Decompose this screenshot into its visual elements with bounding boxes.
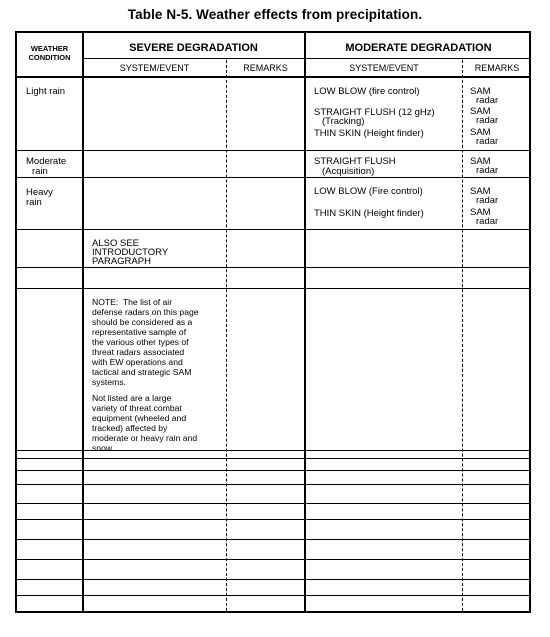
note-line: tracked) affected by [92,423,168,433]
remark-text: radar [476,95,499,106]
condition-moderate-rain: Moderate [26,156,67,167]
row-line [17,177,531,178]
note-line: the various other types of [92,337,189,347]
row-line [17,503,531,504]
col-divider-condition [82,33,84,611]
event-text: LOW BLOW (fire control) [314,86,420,97]
condition-heavy-rain: Heavy [26,187,53,198]
header-condition-text: CONDITION [28,52,71,62]
remark-text: SAM [470,186,491,197]
row-line [17,519,531,520]
event-text: STRAIGHT FLUSH (12 gHz) [314,107,435,118]
event-text: STRAIGHT FLUSH [314,156,396,167]
also-see-text: INTRODUCTORY [92,247,169,258]
also-see-text: ALSO SEE [92,238,139,249]
note-line: threat radars associated [92,347,185,357]
remark-text: radar [476,165,499,176]
header-severe-degradation: SEVERE DEGRADATION [129,42,258,54]
remark-text: radar [476,136,499,147]
weather-table [15,31,531,613]
remark-text: radar [476,115,499,126]
remark-text: SAM [470,106,491,117]
event-text: (Tracking) [322,116,365,127]
remark-text: SAM [470,86,491,97]
event-text: LOW BLOW (Fire control) [314,186,423,197]
row-line [17,150,531,151]
row-line [17,229,531,230]
header-moderate-degradation: MODERATE DEGRADATION [345,42,492,54]
row-line [17,484,531,485]
remark-text: SAM [470,207,491,218]
table-title: Table N-5. Weather effects from precipitation. [127,7,423,22]
note-line: NOTE: The list of air [92,297,173,307]
note-line: systems. [92,377,126,387]
note-line: equipment (wheeled and [92,413,187,423]
note-line: defense radars on this page [92,307,199,317]
remark-text: SAM [470,127,491,138]
row-line [17,267,531,268]
header-subdivider [83,58,531,59]
condition-heavy-rain-2: rain [26,197,42,208]
also-see-text: PARAGRAPH [92,256,151,267]
header-moderate-remarks: REMARKS [474,63,520,73]
note-line: moderate or heavy rain and [92,433,198,443]
note-line: snow. [92,443,114,453]
row-line [17,470,531,471]
row-line [17,595,531,596]
note-line: variety of threat combat [92,403,182,413]
header-moderate-system-event: SYSTEM/EVENT [349,63,419,73]
row-line [17,288,531,289]
col-divider-severe-remarks [226,60,227,611]
header-bottom-line [17,76,531,78]
header-severe-remarks: REMARKS [243,63,288,73]
event-text: (Acquisition) [322,166,375,177]
row-line [17,458,531,459]
note-line: Not listed are a large [92,393,172,403]
note-line: should be considered as a [92,317,193,327]
col-divider-severe-moderate [304,33,306,611]
header-weather-text: WEATHER [30,44,69,53]
col-divider-moderate-remarks [462,60,463,611]
condition-moderate-rain-2: rain [32,166,48,177]
row-line [17,539,531,540]
remark-text: radar [476,195,499,206]
note-line: with EW operations and [92,357,183,367]
remark-text: radar [476,216,499,227]
row-line [17,579,531,580]
note-line: tactical and strategic SAM [92,367,192,377]
header-weather-condition [17,45,82,62]
event-text: THIN SKIN (Height finder) [314,208,424,219]
event-text: THIN SKIN (Height finder) [314,128,424,139]
header-severe-system-event: SYSTEM/EVENT [119,63,190,73]
row-line [17,559,531,560]
condition-light-rain: Light rain [26,86,66,97]
remark-text: SAM [470,156,491,167]
note-line: representative sample of [92,327,187,337]
